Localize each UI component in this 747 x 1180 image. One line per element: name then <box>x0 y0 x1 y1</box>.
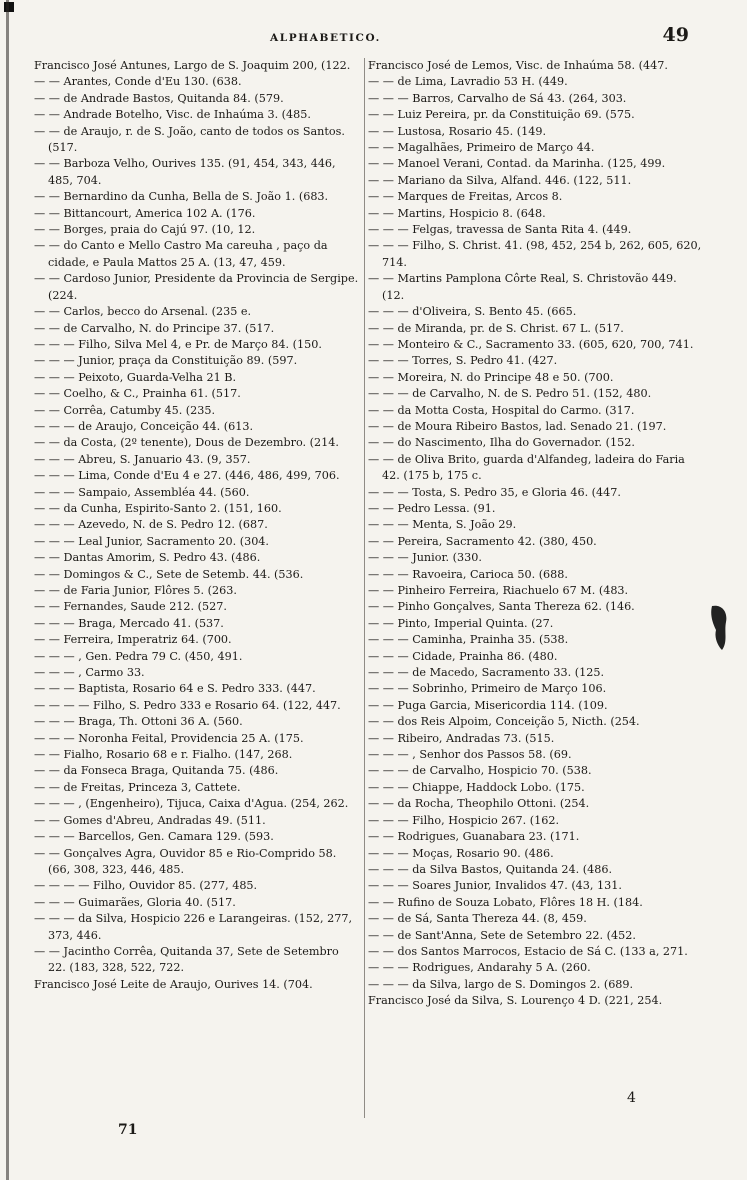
directory-entry: — — — Caminha, Prainha 35. (538. <box>368 633 569 647</box>
directory-entry: — — de Miranda, pr. de S. Christ. 67 L. (517. <box>368 321 624 335</box>
directory-entry: — — — da Silva, Hospicio 226 e Larangeiras. (152, 277, 373, 446. <box>34 912 353 942</box>
page-edge <box>6 0 14 1180</box>
directory-entry: — — de Oliva Brito, guarda d'Alfandeg, ladeira do Faria 42. (175 b, 175 c. <box>368 452 685 483</box>
directory-entry: — — — Filho, Silva Mel 4, e Pr. de Março 84. (150. <box>34 337 322 351</box>
directory-entry: — — — Noronha Feital, Providencia 25 A. (175. <box>34 731 304 745</box>
directory-entry: — — — Braga, Mercado 41. (537. <box>34 616 224 630</box>
directory-entry: — — — Abreu, S. Januario 43. (9, 357. <box>34 452 251 466</box>
directory-entry: — — Puga Garcia, Misericordia 114. (109. <box>368 698 608 712</box>
page-header <box>0 22 747 50</box>
ink-smudge <box>708 602 730 652</box>
directory-entry: — — Martins, Hospicio 8. (648. <box>368 206 546 220</box>
directory-entry: — — de Moura Ribeiro Bastos, lad. Senado 21. (197. <box>368 419 667 433</box>
directory-entry: — — Rodrigues, Guanabara 23. (171. <box>368 830 580 844</box>
directory-entry: — — — — Filho, S. Pedro 333 e Rosario 64. (122, 447. <box>34 698 341 712</box>
directory-entry: — — Dantas Amorim, S. Pedro 43. (486. <box>34 551 261 565</box>
directory-entry: — — Lustosa, Rosario 45. (149. <box>368 124 547 138</box>
page-number: 49 <box>662 24 689 46</box>
directory-entry: — — de Sant'Anna, Sete de Setembro 22. (452. <box>368 928 636 942</box>
directory-entry: — — — Menta, S. João 29. <box>368 518 517 532</box>
directory-entry: — — da Costa, (2º tenente), Dous de Dezembro. (214. <box>34 436 339 450</box>
directory-entry: — — Manoel Verani, Contad. da Marinha. (125, 499. <box>368 157 666 171</box>
directory-entry: — — do Canto e Mello Castro Ma careuha , paço da cidade, e Paula Mattos 25 A. (13, 47, 459. <box>34 239 328 269</box>
directory-entry: — — da Motta Costa, Hospital do Carmo. (317. <box>368 403 635 417</box>
directory-entry: — — Pinheiro Ferreira, Riachuelo 67 M. (483. <box>368 584 629 597</box>
directory-entry: Francisco José Antunes, Largo de S. Joaquim 200, (122. <box>34 59 351 72</box>
directory-entry: — — — Peixoto, Guarda-Velha 21 B. <box>34 370 237 384</box>
directory-entry: — — Jacintho Corrêa, Quitanda 37, Sete de Setembro 22. (183, 328, 522, 722. <box>34 944 339 975</box>
directory-entry: — — — Filho, Hospicio 267. (162. <box>368 813 560 827</box>
directory-entry: — — da Fonseca Braga, Quitanda 75. (486. <box>34 764 279 778</box>
directory-entry: — — Mariano da Silva, Alfand. 446. (122, 511. <box>368 173 632 187</box>
directory-entry: — — Carlos, becco do Arsenal. (235 e. <box>34 305 252 319</box>
signature-mark: 71 <box>118 1122 138 1138</box>
directory-entry: — — Fernandes, Saude 212. (527. <box>34 600 227 614</box>
directory-entry: — — Cardoso Junior, Presidente da Provincia de Sergipe. (224. <box>34 272 359 302</box>
directory-entry: — — — Braga, Th. Ottoni 36 A. (560. <box>34 715 243 729</box>
directory-entry: — — dos Reis Alpoim, Conceição 5, Nicth. (254. <box>368 715 640 729</box>
directory-entry: — — — Ravoeira, Carioca 50. (688. <box>368 567 568 581</box>
directory-entry: Francisco José da Silva, S. Lourenço 4 D. (221, 254. <box>368 994 663 1008</box>
directory-entry: — — — Lima, Conde d'Eu 4 e 27. (446, 486, 499, 706. <box>34 469 340 483</box>
directory-entry: — — de Carvalho, N. do Principe 37. (517. <box>34 321 275 335</box>
directory-entry: — — de Araujo, r. de S. João, canto de todos os Santos. (517. <box>34 124 345 155</box>
directory-entry: — — da Rocha, Theophilo Ottoni. (254. <box>368 797 590 811</box>
directory-entry: — — — — Filho, Ouvidor 85. (277, 485. <box>34 879 258 893</box>
directory-entry: — — de Andrade Bastos, Quitanda 84. (579. <box>34 91 284 105</box>
directory-entry: — — Pereira, Sacramento 42. (380, 450. <box>368 534 597 548</box>
directory-entry: — — Rufino de Souza Lobato, Flôres 18 H. (184. <box>368 895 643 909</box>
directory-entry: — — Corrêa, Catumby 45. (235. <box>34 403 216 417</box>
directory-entry: — — — Filho, S. Christ. 41. (98, 452, 254 b, 262, 605, 620, 714. <box>368 239 702 269</box>
directory-entry: — — — Soares Junior, Invalidos 47. (43, 131. <box>368 879 622 893</box>
directory-entry: — — dos Santos Marrocos, Estacio de Sá C. (133 a, 271. <box>368 944 688 958</box>
signature-mark-right: 4 <box>627 1090 636 1106</box>
directory-entry: — — Bernardino da Cunha, Bella de S. João 1. (683. <box>34 190 329 204</box>
directory-entry: — — Bittancourt, America 102 A. (176. <box>34 206 256 220</box>
column-divider <box>364 58 365 1118</box>
directory-entry: — — — de Carvalho, N. de S. Pedro 51. (152, 480. <box>368 387 652 401</box>
directory-entry: — — — Rodrigues, Andarahy 5 A. (260. <box>368 961 591 975</box>
directory-entry: — — Gomes d'Abreu, Andradas 49. (511. <box>34 813 266 827</box>
directory-entry: Francisco José de Lemos, Visc. de Inhaúma 58. (447. <box>368 59 668 72</box>
directory-entry: — — — Barros, Carvalho de Sá 43. (264, 303. <box>368 91 627 105</box>
directory-entry: — — — Sobrinho, Primeiro de Março 106. <box>368 682 607 696</box>
directory-entry: — — — da Silva, largo de S. Domingos 2. (689. <box>368 977 634 991</box>
directory-entry: — — — Junior, praça da Constituição 89. (597. <box>34 354 298 368</box>
directory-entry: — — Domingos & C., Sete de Setemb. 44. (536. <box>34 567 304 581</box>
directory-entry: — — — de Macedo, Sacramento 33. (125. <box>368 666 605 680</box>
directory-entry: — — — Barcellos, Gen. Camara 129. (593. <box>34 830 274 844</box>
directory-entry: — — — , Senhor dos Passos 58. (69. <box>368 748 572 762</box>
directory-entry: — — Arantes, Conde d'Eu 130. (638. <box>34 75 242 89</box>
directory-entry: — — Andrade Botelho, Visc. de Inhaúma 3. (485. <box>34 108 311 122</box>
directory-entry: — — de Sá, Santa Thereza 44. (8, 459. <box>368 912 587 926</box>
directory-entry: — — — Sampaio, Assembléa 44. (560. <box>34 485 250 499</box>
directory-entry: — — — , Gen. Pedra 79 C. (450, 491. <box>34 649 243 663</box>
directory-entry: — — Monteiro & C., Sacramento 33. (605, 620, 700, 741. <box>368 337 694 351</box>
directory-entry: — — Fialho, Rosario 68 e r. Fialho. (147, 268. <box>34 748 293 762</box>
directory-entry: — — Ferreira, Imperatriz 64. (700. <box>34 633 232 647</box>
directory-entry: — — Barboza Velho, Ourives 135. (91, 454, 343, 446, 485, 704. <box>34 157 336 187</box>
directory-entry: — — — Felgas, travessa de Santa Rita 4. (449. <box>368 223 632 237</box>
directory-entry: — — — , (Engenheiro), Tijuca, Caixa d'Agua. (254, 262. <box>34 797 349 811</box>
directory-entry: — — — Moças, Rosario 90. (486. <box>368 846 554 860</box>
directory-entry: — — Ribeiro, Andradas 73. (515. <box>368 731 555 745</box>
directory-entry: — — Moreira, N. do Principe 48 e 50. (700. <box>368 370 614 384</box>
directory-entry: — — de Lima, Lavradio 53 H. (449. <box>368 75 568 89</box>
directory-entry: — — da Cunha, Espirito-Santo 2. (151, 160. <box>34 501 282 515</box>
directory-entry: — — — Azevedo, N. de S. Pedro 12. (687. <box>34 518 268 532</box>
directory-entry: — — — Torres, S. Pedro 41. (427. <box>368 354 558 368</box>
right-column <box>368 58 702 1010</box>
directory-entry: — — — Junior. (330. <box>368 551 482 565</box>
directory-entry: — — — de Araujo, Conceição 44. (613. <box>34 419 254 433</box>
directory-entry: — — Borges, praia do Cajú 97. (10, 12. <box>34 223 256 237</box>
directory-entry: — — Marques de Freitas, Arcos 8. <box>368 190 563 204</box>
directory-entry: — — — Guimarães, Gloria 40. (517. <box>34 895 236 909</box>
directory-entry: — — — d'Oliveira, S. Bento 45. (665. <box>368 305 577 319</box>
directory-entry: — — Coelho, & C., Prainha 61. (517. <box>34 387 241 401</box>
directory-entry: — — Pedro Lessa. (91. <box>368 501 496 515</box>
directory-entry: — — de Faria Junior, Flôres 5. (263. <box>34 584 237 597</box>
directory-entry: — — Magalhães, Primeiro de Março 44. <box>368 141 595 155</box>
directory-entry: — — — Leal Junior, Sacramento 20. (304. <box>34 534 269 548</box>
directory-entry: — — do Nascimento, Ilha do Governador. (152. <box>368 436 635 450</box>
directory-entry: — — Luiz Pereira, pr. da Constituição 69. (575. <box>368 108 635 122</box>
directory-entry: — — Pinho Gonçalves, Santa Thereza 62. (146. <box>368 600 635 614</box>
directory-entry: — — — de Carvalho, Hospicio 70. (538. <box>368 764 592 778</box>
directory-entry: — — — Chiappe, Haddock Lobo. (175. <box>368 780 585 794</box>
running-title: ALPHABETICO. <box>270 32 381 44</box>
directory-entry: Francisco José Leite de Araujo, Ourives 14. (704. <box>34 977 313 991</box>
directory-entry: — — Gonçalves Agra, Ouvidor 85 e Rio-Comprido 58. (66, 308, 323, 446, 485. <box>34 846 337 876</box>
directory-entry: — — de Freitas, Princeza 3, Cattete. <box>34 780 241 794</box>
directory-entry: — — — Tosta, S. Pedro 35, e Gloria 46. (447. <box>368 485 621 499</box>
directory-entry: — — Pinto, Imperial Quinta. (27. <box>368 616 554 630</box>
directory-entry: — — — da Silva Bastos, Quitanda 24. (486. <box>368 862 613 876</box>
directory-entry: — — — Baptista, Rosario 64 e S. Pedro 333. (447. <box>34 682 316 696</box>
directory-entry: — — — , Carmo 33. <box>34 666 145 680</box>
directory-entry: — — — Cidade, Prainha 86. (480. <box>368 649 558 663</box>
left-column <box>34 58 360 993</box>
directory-entry: — — Martins Pamplona Côrte Real, S. Christovão 449. (12. <box>368 272 677 302</box>
